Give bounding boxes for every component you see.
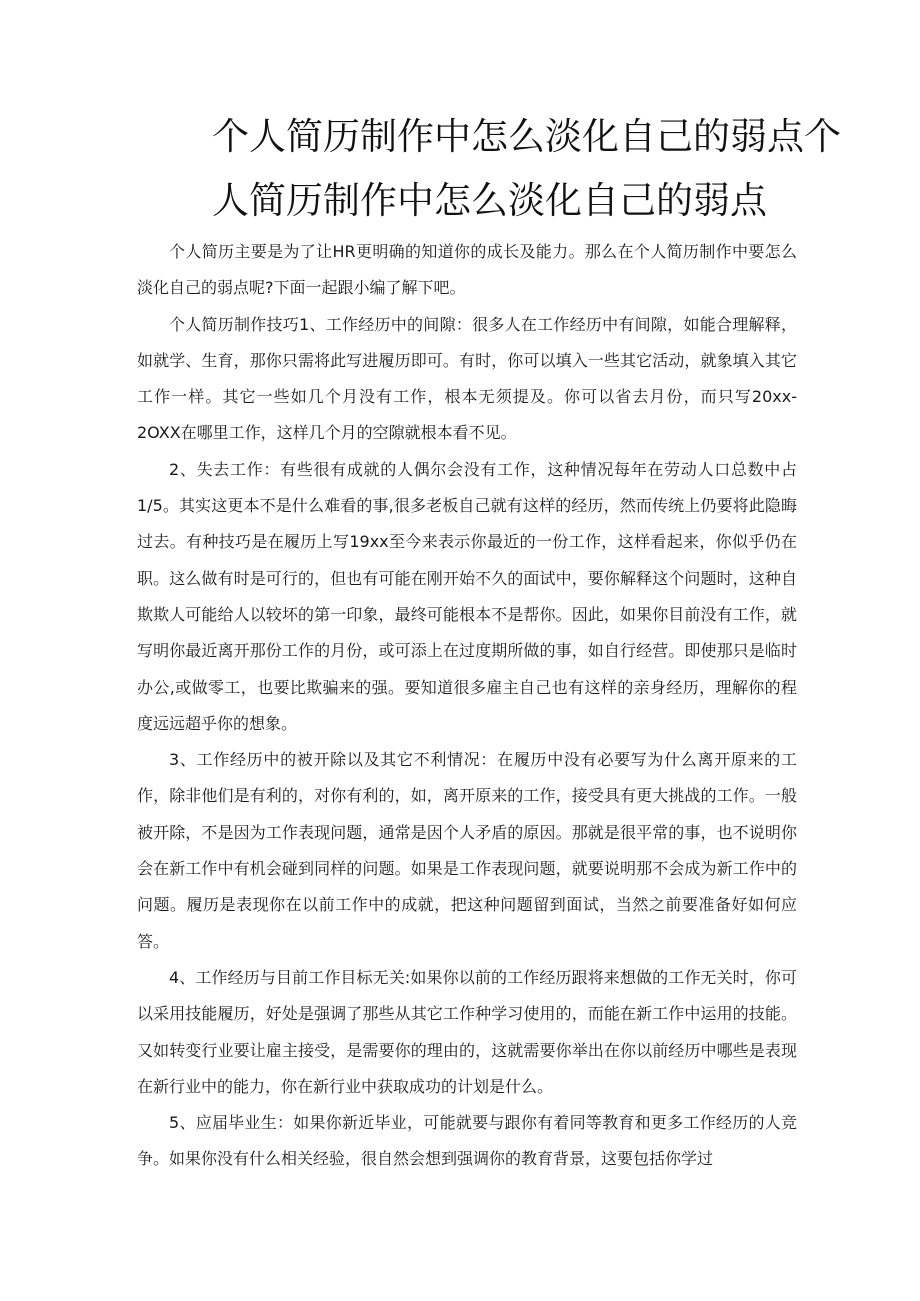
document-body xyxy=(137,234,797,1178)
paragraph-intro: 个人简历主要是为了让HR更明确的知道你的成长及能力。那么在个人简历制作中要怎么淡化自己的弱点呢?下面一起跟小编了解下吧。 xyxy=(137,242,797,298)
document-title-line-1: 个人简历制作中怎么淡化自己的弱点个 xyxy=(212,115,841,158)
paragraph-tip-2-losing-job: 2、失去工作：有些很有成就的人偶尔会没有工作，这种情况每年在劳动人口总数中占1/5。其实这更本不是什么难看的事,很多老板自己就有这样的经历，然而传统上仍要将此隐晦过去。有种技巧是在履历上写19xx至今来表示你最近的一份工作，这样看起来，你似乎仍在职。这么做有时是可行的，但也有可能在刚开始不久的面试中，要你解释这个问题时，这种自欺欺人可能给人以较坏的第一印象，最终可能根本不是帮你。因此，如果你目前没有工作，就写明你最近离开那份工作的月份，或可添上在过度期所做的事，如自行经营。即使那只是临时办公,或做零工，也要比欺骗来的强。要知道很多雇主自己也有这样的亲身经历，理解你的程度远远超乎你的想象。 xyxy=(137,459,797,733)
paragraph-tip-1-work-gap: 个人简历制作技巧1、工作经历中的间隙：很多人在工作经历中有间隙，如能合理解释，如就学、生育，那你只需将此写进履历即可。有时，你可以填入一些其它活动，就象填入其它工作一样。其它一些如几个月没有工作，根本无须提及。你可以省去月份，而只写20xx-2OXX在哪里工作，这样几个月的空隙就根本看不见。 xyxy=(137,314,797,443)
document-title-line-2: 人简历制作中怎么淡化自己的弱点 xyxy=(212,179,767,222)
paragraph-tip-5-graduates: 5、应届毕业生：如果你新近毕业，可能就要与跟你有着同等教育和更多工作经历的人竞争。如果你没有什么相关经验，很自然会想到强调你的教育背景，这要包括你学过 xyxy=(137,1113,797,1169)
paragraph-tip-4-unrelated-experience: 4、工作经历与目前工作目标无关:如果你以前的工作经历跟将来想做的工作无关时，你可以采用技能履历，好处是强调了那些从其它工作种学习使用的，而能在新工作中运用的技能。又如转变行业要让雇主接受，是需要你的理由的，这就需要你举出在你以前经历中哪些是表现在新行业中的能力，你在新行业中获取成功的计划是什么。 xyxy=(137,967,797,1096)
paragraph-tip-3-dismissal: 3、工作经历中的被开除以及其它不利情况：在履历中没有必要写为什么离开原来的工作，除非他们是有利的，对你有利的，如，离开原来的工作，接受具有更大挑战的工作。一般被开除，不是因为工作表现问题，通常是因个人矛盾的原因。那就是很平常的事，也不说明你会在新工作中有机会碰到同样的问题。如果是工作表现问题，就要说明那不会成为新工作中的问题。履历是表现你在以前工作中的成就，把这种问题留到面试，当然之前要准备好如何应答。 xyxy=(137,750,797,951)
